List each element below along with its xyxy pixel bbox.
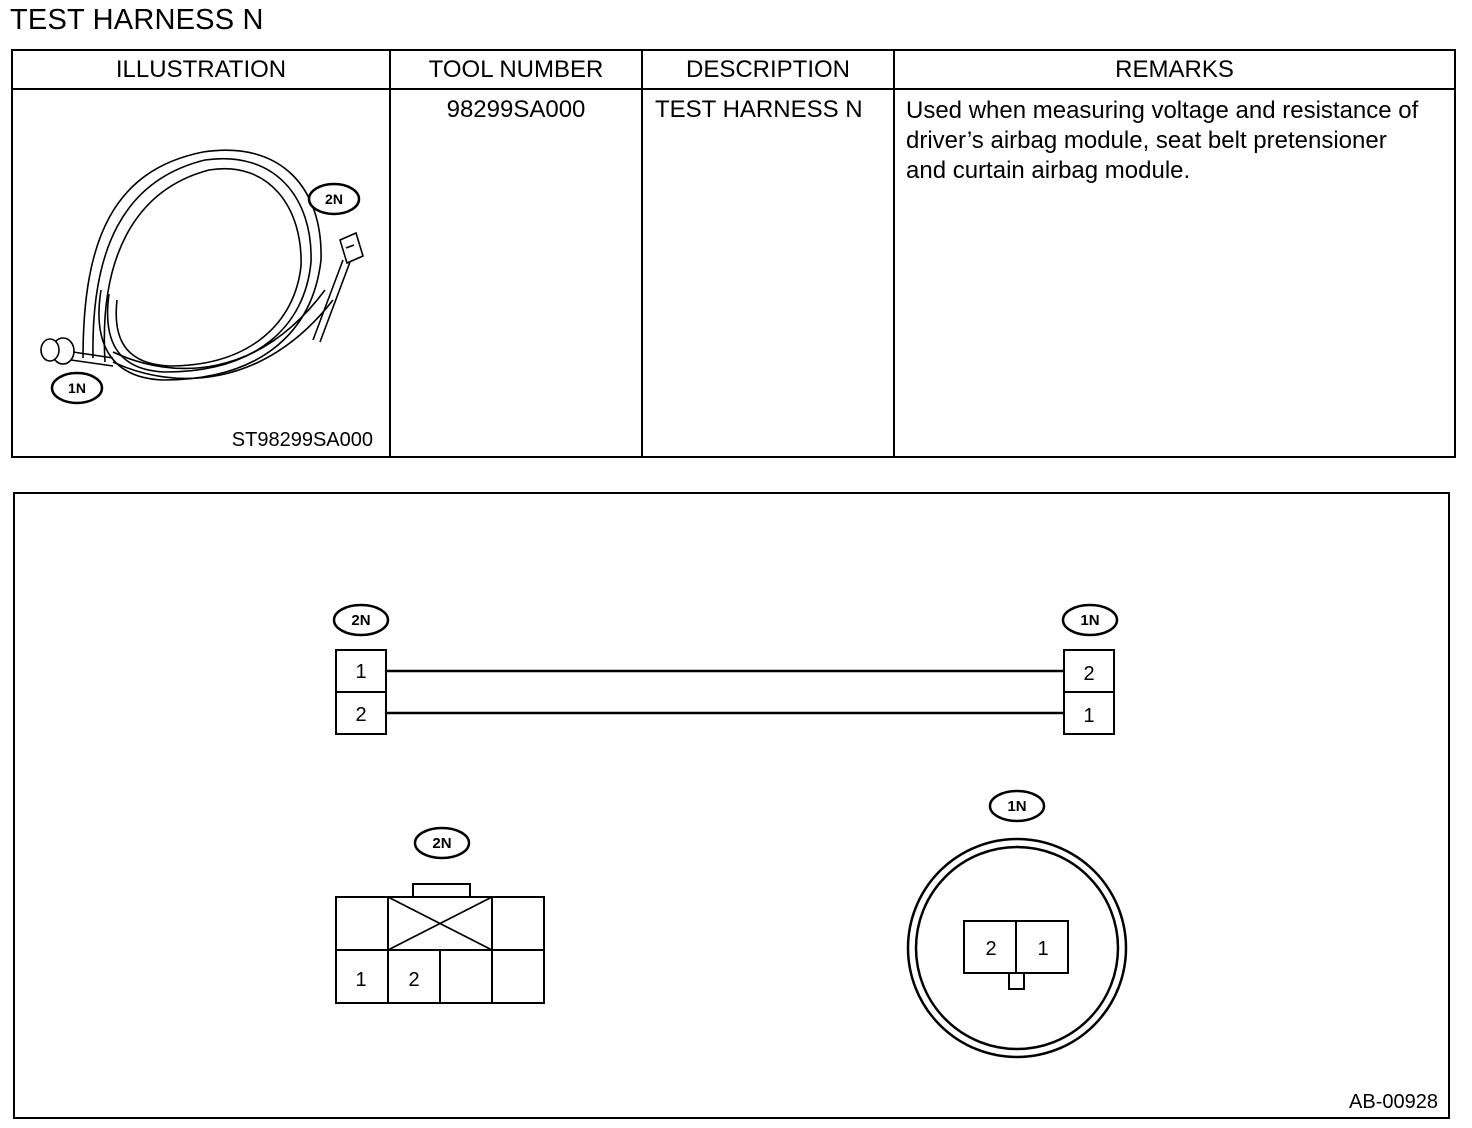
right-pin-label: 1: [1083, 705, 1095, 727]
remarks-line: Used when measuring voltage and resistance of: [906, 97, 1419, 124]
illustration-cell: [12, 89, 390, 457]
connector-1n-face: [908, 791, 1126, 1057]
header-remarks: REMARKS: [894, 50, 1455, 89]
table-header-row: [12, 50, 1455, 89]
left-connector-label: 2N: [351, 612, 371, 629]
harness-coil: [83, 150, 333, 380]
figure-id: AB-00928: [1349, 1091, 1438, 1113]
callout-2n-label: 2N: [325, 191, 343, 207]
wiring-diagram: [13, 492, 1450, 1119]
table-row: [12, 89, 1455, 457]
harness-illustration: [13, 90, 391, 460]
tool-number-cell: 98299SA000: [390, 89, 642, 457]
connector-2n-pin-label: 2: [408, 969, 420, 991]
remarks-cell: [894, 89, 1455, 457]
connector-1n-key: [1009, 973, 1024, 989]
right-pin-label: 2: [1083, 663, 1095, 685]
tool-table: [11, 49, 1456, 458]
wiring-diagram-svg: [15, 494, 1448, 1117]
header-description: DESCRIPTION: [642, 50, 894, 89]
description-cell: TEST HARNESS N: [642, 89, 894, 457]
connector-1n-pin-label: 1: [1037, 938, 1049, 960]
remarks-line: and curtain airbag module.: [906, 157, 1191, 184]
left-pin-label: 2: [355, 704, 367, 726]
connector-1n-pin-label: 2: [985, 938, 997, 960]
page-title: TEST HARNESS N: [10, 4, 264, 36]
right-connector: [1063, 605, 1117, 734]
header-tool-number: TOOL NUMBER: [390, 50, 642, 89]
callout-1n-label: 1N: [68, 380, 86, 396]
connector-2n-face: [336, 828, 544, 1003]
connector-2n-face-label: 2N: [432, 835, 452, 852]
left-pin-label: 1: [355, 661, 367, 683]
harness-lead-1n: [41, 338, 113, 366]
connector-2n-pin-label: 1: [355, 969, 367, 991]
right-connector-label: 1N: [1080, 612, 1100, 629]
illustration-code: ST98299SA000: [231, 429, 373, 451]
header-illustration: ILLUSTRATION: [12, 50, 390, 89]
connector-1n-face-label: 1N: [1007, 798, 1027, 815]
remarks-line: driver’s airbag module, seat belt pretensioner: [906, 127, 1387, 154]
connector-2n-lock-tab: [413, 884, 470, 897]
left-connector: [334, 605, 388, 734]
